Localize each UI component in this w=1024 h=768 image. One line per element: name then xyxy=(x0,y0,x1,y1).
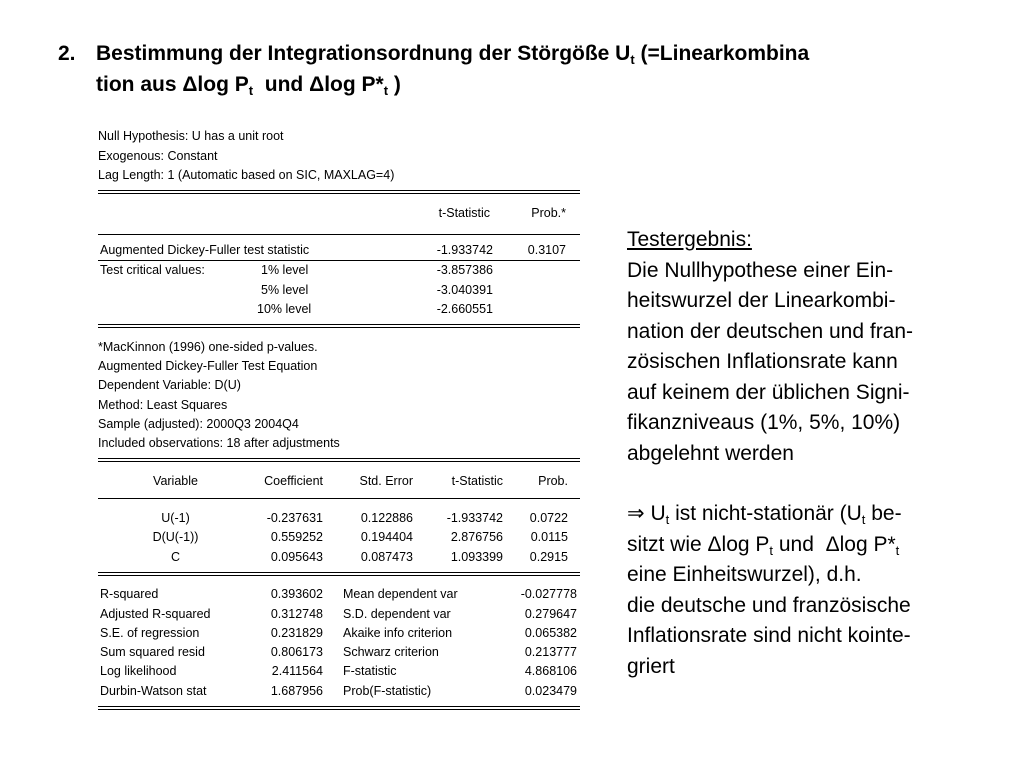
table-rule xyxy=(98,572,580,576)
stat-label: Schwarz criterion xyxy=(343,645,439,659)
conclusion-sub: t xyxy=(665,512,670,527)
note-line: Sample (adjusted): 2000Q3 2004Q4 xyxy=(98,417,299,431)
table-rule xyxy=(98,498,580,499)
adf-stat-prob: 0.3107 xyxy=(527,243,566,257)
regression-header-row xyxy=(98,472,580,491)
col-header-variable: Variable xyxy=(153,474,198,488)
coefficient: 0.559252 xyxy=(270,530,323,544)
table-rule xyxy=(98,234,580,235)
stat-value: 0.279647 xyxy=(524,607,577,621)
stats-row xyxy=(98,585,580,604)
conclusion-sub: t xyxy=(895,542,900,558)
table-rule xyxy=(98,706,580,710)
col-header-tstat: t-Statistic xyxy=(438,206,490,220)
implies-arrow-icon: ⇒ xyxy=(627,502,645,525)
coefficient: 0.095643 xyxy=(270,550,323,564)
conclusion-line-1 xyxy=(627,499,997,530)
adf-header-row xyxy=(98,204,580,223)
header-info-line: Null Hypothesis: U has a unit root xyxy=(98,129,284,143)
adf-stat-row xyxy=(98,241,580,260)
table-rule xyxy=(98,190,580,194)
conclusion-text: und Δlog P* xyxy=(773,532,896,556)
slide-title xyxy=(58,38,988,100)
crit-value: -3.040391 xyxy=(436,283,493,297)
crit-label: Test critical values: xyxy=(100,263,205,277)
stat-value: 0.312748 xyxy=(270,607,323,621)
col-header-coefficient: Coefficient xyxy=(264,474,323,488)
stat-value: 0.231829 xyxy=(270,626,323,640)
conclusion-text: sitzt wie Δlog P xyxy=(627,532,770,556)
conclusion-text: U xyxy=(644,502,666,525)
commentary-line: auf keinem der üblichen Signi- xyxy=(627,380,910,404)
title-line-2 xyxy=(58,69,988,100)
variable-name: C xyxy=(170,550,181,564)
stat-value: 0.023479 xyxy=(524,684,577,698)
table-rule xyxy=(98,324,580,328)
crit-level: 10% level xyxy=(257,302,312,316)
crit-level: 5% level xyxy=(261,283,309,297)
commentary-line: heitswurzel der Linearkombi- xyxy=(627,289,896,312)
adf-stat-value: -1.933742 xyxy=(436,243,493,257)
crit-level: 1% level xyxy=(261,263,309,277)
stat-value: 0.393602 xyxy=(270,587,323,601)
title-sub-2b: t xyxy=(383,83,389,98)
stats-row xyxy=(98,662,580,681)
stat-label: Log likelihood xyxy=(100,664,177,678)
variable-name: D(U(-1)) xyxy=(152,530,199,544)
stat-label: Adjusted R-squared xyxy=(100,607,211,621)
stat-label: F-statistic xyxy=(343,664,397,678)
col-header-prob: Prob.* xyxy=(531,206,566,220)
conclusion-sub: t xyxy=(861,512,866,527)
t-statistic: -1.933742 xyxy=(446,511,503,525)
title-line-1 xyxy=(58,38,988,69)
stat-value: 0.806173 xyxy=(270,645,323,659)
stat-value: 0.213777 xyxy=(524,645,577,659)
title-text-1b: (=Linearkombina xyxy=(634,42,810,65)
col-header-tstatistic: t-Statistic xyxy=(451,474,503,488)
note-line: Dependent Variable: D(U) xyxy=(98,378,241,392)
conclusion-text: be- xyxy=(865,502,902,525)
regression-row xyxy=(98,509,580,528)
commentary-line: Die Nullhypothese einer Ein- xyxy=(627,258,894,282)
stats-row xyxy=(98,682,580,701)
commentary-line: Inflationsrate sind nicht kointe- xyxy=(627,624,911,647)
crit-row xyxy=(98,300,580,319)
title-sub-2a: t xyxy=(248,83,254,98)
note-line: Included observations: 18 after adjustments xyxy=(98,436,340,450)
col-header-prob: Prob. xyxy=(538,474,568,488)
crit-value: -2.660551 xyxy=(436,302,493,316)
heading-text: Testergebnis: xyxy=(627,228,752,251)
title-text-2: tion aus Δlog P xyxy=(96,73,249,96)
stats-row xyxy=(98,643,580,662)
col-header-stderror: Std. Error xyxy=(359,474,413,488)
stat-value: 2.411564 xyxy=(271,664,323,678)
note-line: Augmented Dickey-Fuller Test Equation xyxy=(98,359,318,373)
t-statistic: 2.876756 xyxy=(450,530,503,544)
header-info-line: Exogenous: Constant xyxy=(98,149,218,163)
stats-row xyxy=(98,624,580,643)
title-number: 2. xyxy=(58,42,76,65)
title-text-1: Bestimmung der Integrationsordnung der Störgöße U xyxy=(96,42,631,65)
note-line: Method: Least Squares xyxy=(98,398,228,412)
table-rule xyxy=(98,458,580,462)
stat-label: S.E. of regression xyxy=(100,626,200,640)
adf-stat-label: Augmented Dickey-Fuller test statistic xyxy=(100,243,310,257)
commentary-line: fikanzniveaus (1%, 5%, 10%) xyxy=(627,411,901,434)
crit-value: -3.857386 xyxy=(436,263,493,277)
test-result-commentary xyxy=(627,225,997,682)
stat-value: 1.687956 xyxy=(270,684,323,698)
commentary-line: zösischen Inflationsrate kann xyxy=(627,350,898,373)
t-statistic: 1.093399 xyxy=(450,550,503,564)
std-error: 0.087473 xyxy=(360,550,413,564)
spacer xyxy=(627,469,997,499)
stat-label: Mean dependent var xyxy=(343,587,458,601)
crit-row xyxy=(98,261,580,280)
stat-label: Durbin-Watson stat xyxy=(100,684,207,698)
prob: 0.2915 xyxy=(529,550,568,564)
commentary-heading xyxy=(627,225,997,256)
stat-label: S.D. dependent var xyxy=(343,607,451,621)
regression-row xyxy=(98,528,580,547)
prob: 0.0722 xyxy=(529,511,568,525)
commentary-line: nation der deutschen und fran- xyxy=(627,319,914,343)
commentary-line: die deutsche und französische xyxy=(627,593,911,617)
conclusion-sub: t xyxy=(769,542,774,558)
stats-row xyxy=(98,605,580,624)
stat-value: 0.065382 xyxy=(524,626,577,640)
prob: 0.0115 xyxy=(530,530,568,544)
stat-value: -0.027778 xyxy=(520,587,577,601)
title-text-2b: und Δlog P* xyxy=(253,73,384,96)
coefficient: -0.237631 xyxy=(266,511,323,525)
stat-label: R-squared xyxy=(100,587,159,601)
commentary-line: griert xyxy=(627,654,675,678)
variable-name: U(-1) xyxy=(161,511,190,525)
stat-label: Akaike info criterion xyxy=(343,626,453,640)
stat-label: Sum squared resid xyxy=(100,645,205,659)
crit-row xyxy=(98,281,580,300)
regression-row xyxy=(98,548,580,567)
title-sub-1: t xyxy=(630,52,635,67)
commentary-line: eine Einheitswurzel), d.h. xyxy=(627,563,862,586)
title-text-2c: ) xyxy=(388,73,401,96)
std-error: 0.194404 xyxy=(360,530,413,544)
std-error: 0.122886 xyxy=(360,511,413,525)
stat-value: 4.868106 xyxy=(524,664,577,678)
conclusion-line-2 xyxy=(627,530,997,561)
note-line: *MacKinnon (1996) one-sided p-values. xyxy=(98,340,318,354)
conclusion-text: ist nicht-stationär (U xyxy=(669,502,862,525)
header-info-line: Lag Length: 1 (Automatic based on SIC, MAXLAG=4) xyxy=(98,168,395,182)
commentary-line: abgelehnt werden xyxy=(627,441,794,465)
stat-label: Prob(F-statistic) xyxy=(343,684,432,698)
